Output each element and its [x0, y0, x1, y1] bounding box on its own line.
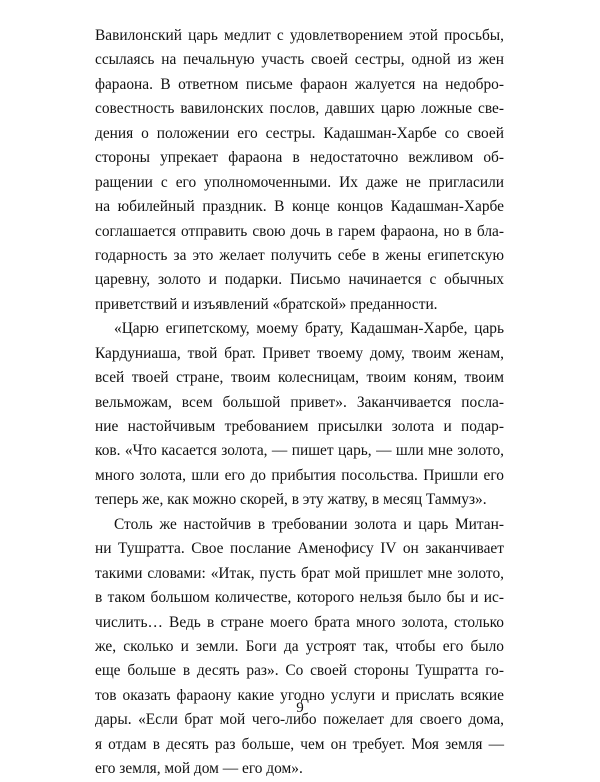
- text-line: такими словами: «Итак, пусть брат мой пришлет мне золото,: [95, 564, 504, 582]
- text-line: ние настойчивым требованием присылки золота и подар-: [95, 418, 504, 435]
- text-line: дары. «Если брат мой чего-либо пожелает для своего дома,: [95, 711, 504, 729]
- text-line: ссылаясь на печальную участь своей сестры, одной из жен: [95, 51, 504, 69]
- paragraph-3: [95, 513, 504, 782]
- text-line: в таком большом количестве, которого нельзя было бы и ис-: [95, 589, 504, 607]
- text-line: стороны упрекает фараона в недостаточно вежливом об-: [95, 149, 504, 167]
- text-line: дения о положении его сестры. Кадашман-Харбе со своей: [95, 124, 504, 142]
- text-line: тов оказать фараону какие угодно услуги и прислать всякие: [95, 686, 504, 704]
- text-line: приветствий и изъявлений «братской» преданности.: [95, 295, 438, 313]
- text-line: вельможам, всем большой привет». Заканчивается посла-: [95, 393, 504, 411]
- text-line: ни Тушратта. Свое послание Аменофису IV он заканчивает: [95, 540, 504, 558]
- body-text: [95, 24, 504, 782]
- text-line: еще больше в десять раз». Со своей стороны Тушратта го-: [95, 662, 504, 680]
- text-line: Столь же настойчив в требовании золота и царь Митан-: [114, 515, 504, 533]
- text-line: годарность за это желает получить себе в жены египетскую: [95, 246, 504, 264]
- text-line: числить… Ведь в стране моего брата много золота, столько: [95, 613, 504, 631]
- text-line: Вавилонский царь медлит с удовлетворением этой просьбы,: [95, 27, 504, 44]
- paragraph-2: [95, 317, 504, 513]
- text-line: Кардуниаша, твой брат. Привет твоему дому, твоим женам,: [95, 344, 504, 362]
- text-line: ращении с его уполномоченными. Их даже не пригласили: [95, 173, 504, 191]
- text-line: на юбилейный праздник. В конце концов Кадашман-Харбе: [95, 198, 504, 216]
- text-line: всей твоей стране, твоим колесницам, твоим коням, твоим: [95, 369, 504, 387]
- text-line: фараона. В ответном письме фараон жалуется на недобро-: [95, 75, 504, 93]
- text-line: совестность вавилонских послов, давших царю ложные све-: [95, 100, 504, 118]
- text-line: царевну, золото и подарки. Письмо начинается с обычных: [95, 271, 504, 289]
- text-line: я отдам в десять раз больше, чем он требует. Моя земля —: [95, 735, 504, 753]
- text-line: же, сколько и земли. Боги да устроят так, чтобы его было: [95, 637, 504, 655]
- text-line: соглашается отправить свою дочь в гарем фараона, но в бла-: [95, 222, 504, 240]
- paragraph-1: [95, 24, 504, 317]
- page-number: 9: [296, 700, 304, 716]
- text-line: «Царю египетскому, моему брату, Кадашман-Харбе, царь: [114, 320, 504, 338]
- text-line: его земля, мой дом — его дом».: [95, 760, 303, 778]
- text-line: ков. «Что касается золота, — пишет царь, — шли мне золото,: [95, 442, 504, 460]
- text-line: много золота, шли его до прибытия посольства. Пришли его: [95, 466, 504, 484]
- text-line: теперь же, как можно скорей, в эту жатву, в месяц Таммуз».: [95, 491, 487, 509]
